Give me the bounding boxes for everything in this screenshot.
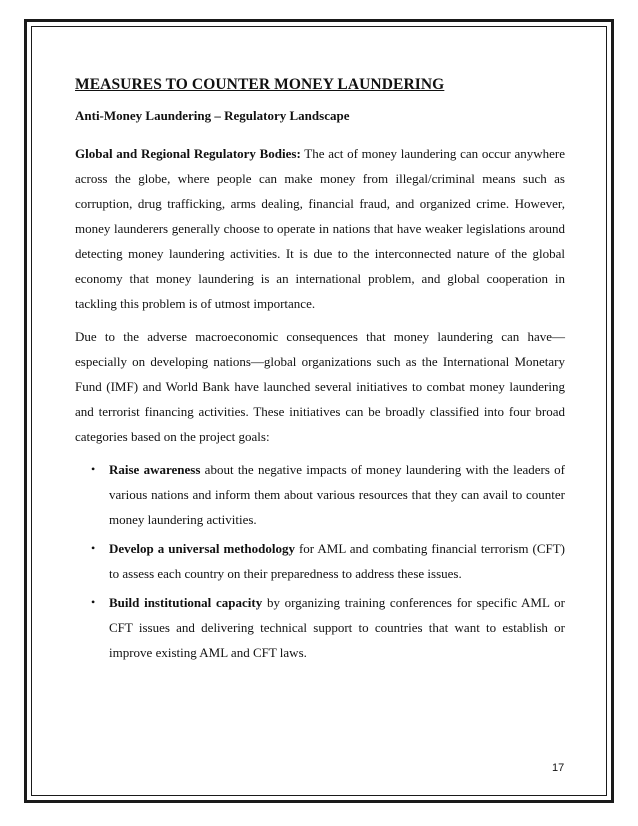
paragraph-initiatives: Due to the adverse macroeconomic consequences that money laundering can have—especially on developing nations—global organizations such as the International Monetary Fund (IMF) and World Bank have launched several initiatives to combat money laundering and terrorist financing activities. These initiatives can be broadly classified into four broad categories based on the project goals: bbox=[75, 329, 565, 444]
bullet-lead: Build institutional capacity bbox=[109, 595, 263, 610]
bullet-lead: Develop a universal methodology bbox=[109, 541, 295, 556]
page-number: 17 bbox=[552, 762, 565, 774]
page-heading: MEASURES TO COUNTER MONEY LAUNDERING bbox=[75, 76, 445, 93]
bullet-text: about the negative impacts of money laundering with the leaders of various nations and inform them about various resources that they can avail to counter money laundering activities. bbox=[109, 462, 565, 527]
bullet-text: for AML and combating financial terrorism (CFT) to assess each country on their preparedness to address these issues. bbox=[109, 541, 565, 581]
paragraph-text: The act of money laundering can occur anywhere across the globe, where people can make money from illegal/criminal means such as corruption, drug trafficking, arms dealing, financial fraud, and organized crime. However, money launderers generally choose to operate in nations that have weaker legislations around detecting money laundering activities. It is due to the interconnected nature of the global economy that money laundering is an international problem, and global cooperation in tackling this problem is of utmost importance. bbox=[75, 146, 565, 311]
list-item bbox=[75, 457, 565, 532]
bullet-icon: • bbox=[91, 595, 96, 609]
paragraph-regulatory-bodies bbox=[75, 141, 565, 316]
page-content bbox=[75, 76, 565, 669]
section-subheading: Anti-Money Laundering – Regulatory Landscape bbox=[75, 108, 350, 123]
bullet-icon: • bbox=[91, 541, 96, 555]
bullet-icon: • bbox=[91, 462, 96, 476]
paragraph-lead: Global and Regional Regulatory Bodies: bbox=[75, 146, 301, 161]
list-item bbox=[75, 536, 565, 586]
bullet-text: by organizing training conferences for specific AML or CFT issues and delivering technical support to countries that want to establish or improve existing AML and CFT laws. bbox=[109, 595, 566, 660]
bullet-lead: Raise awareness bbox=[109, 462, 201, 477]
goals-bullet-list bbox=[75, 457, 565, 665]
list-item bbox=[75, 590, 565, 665]
